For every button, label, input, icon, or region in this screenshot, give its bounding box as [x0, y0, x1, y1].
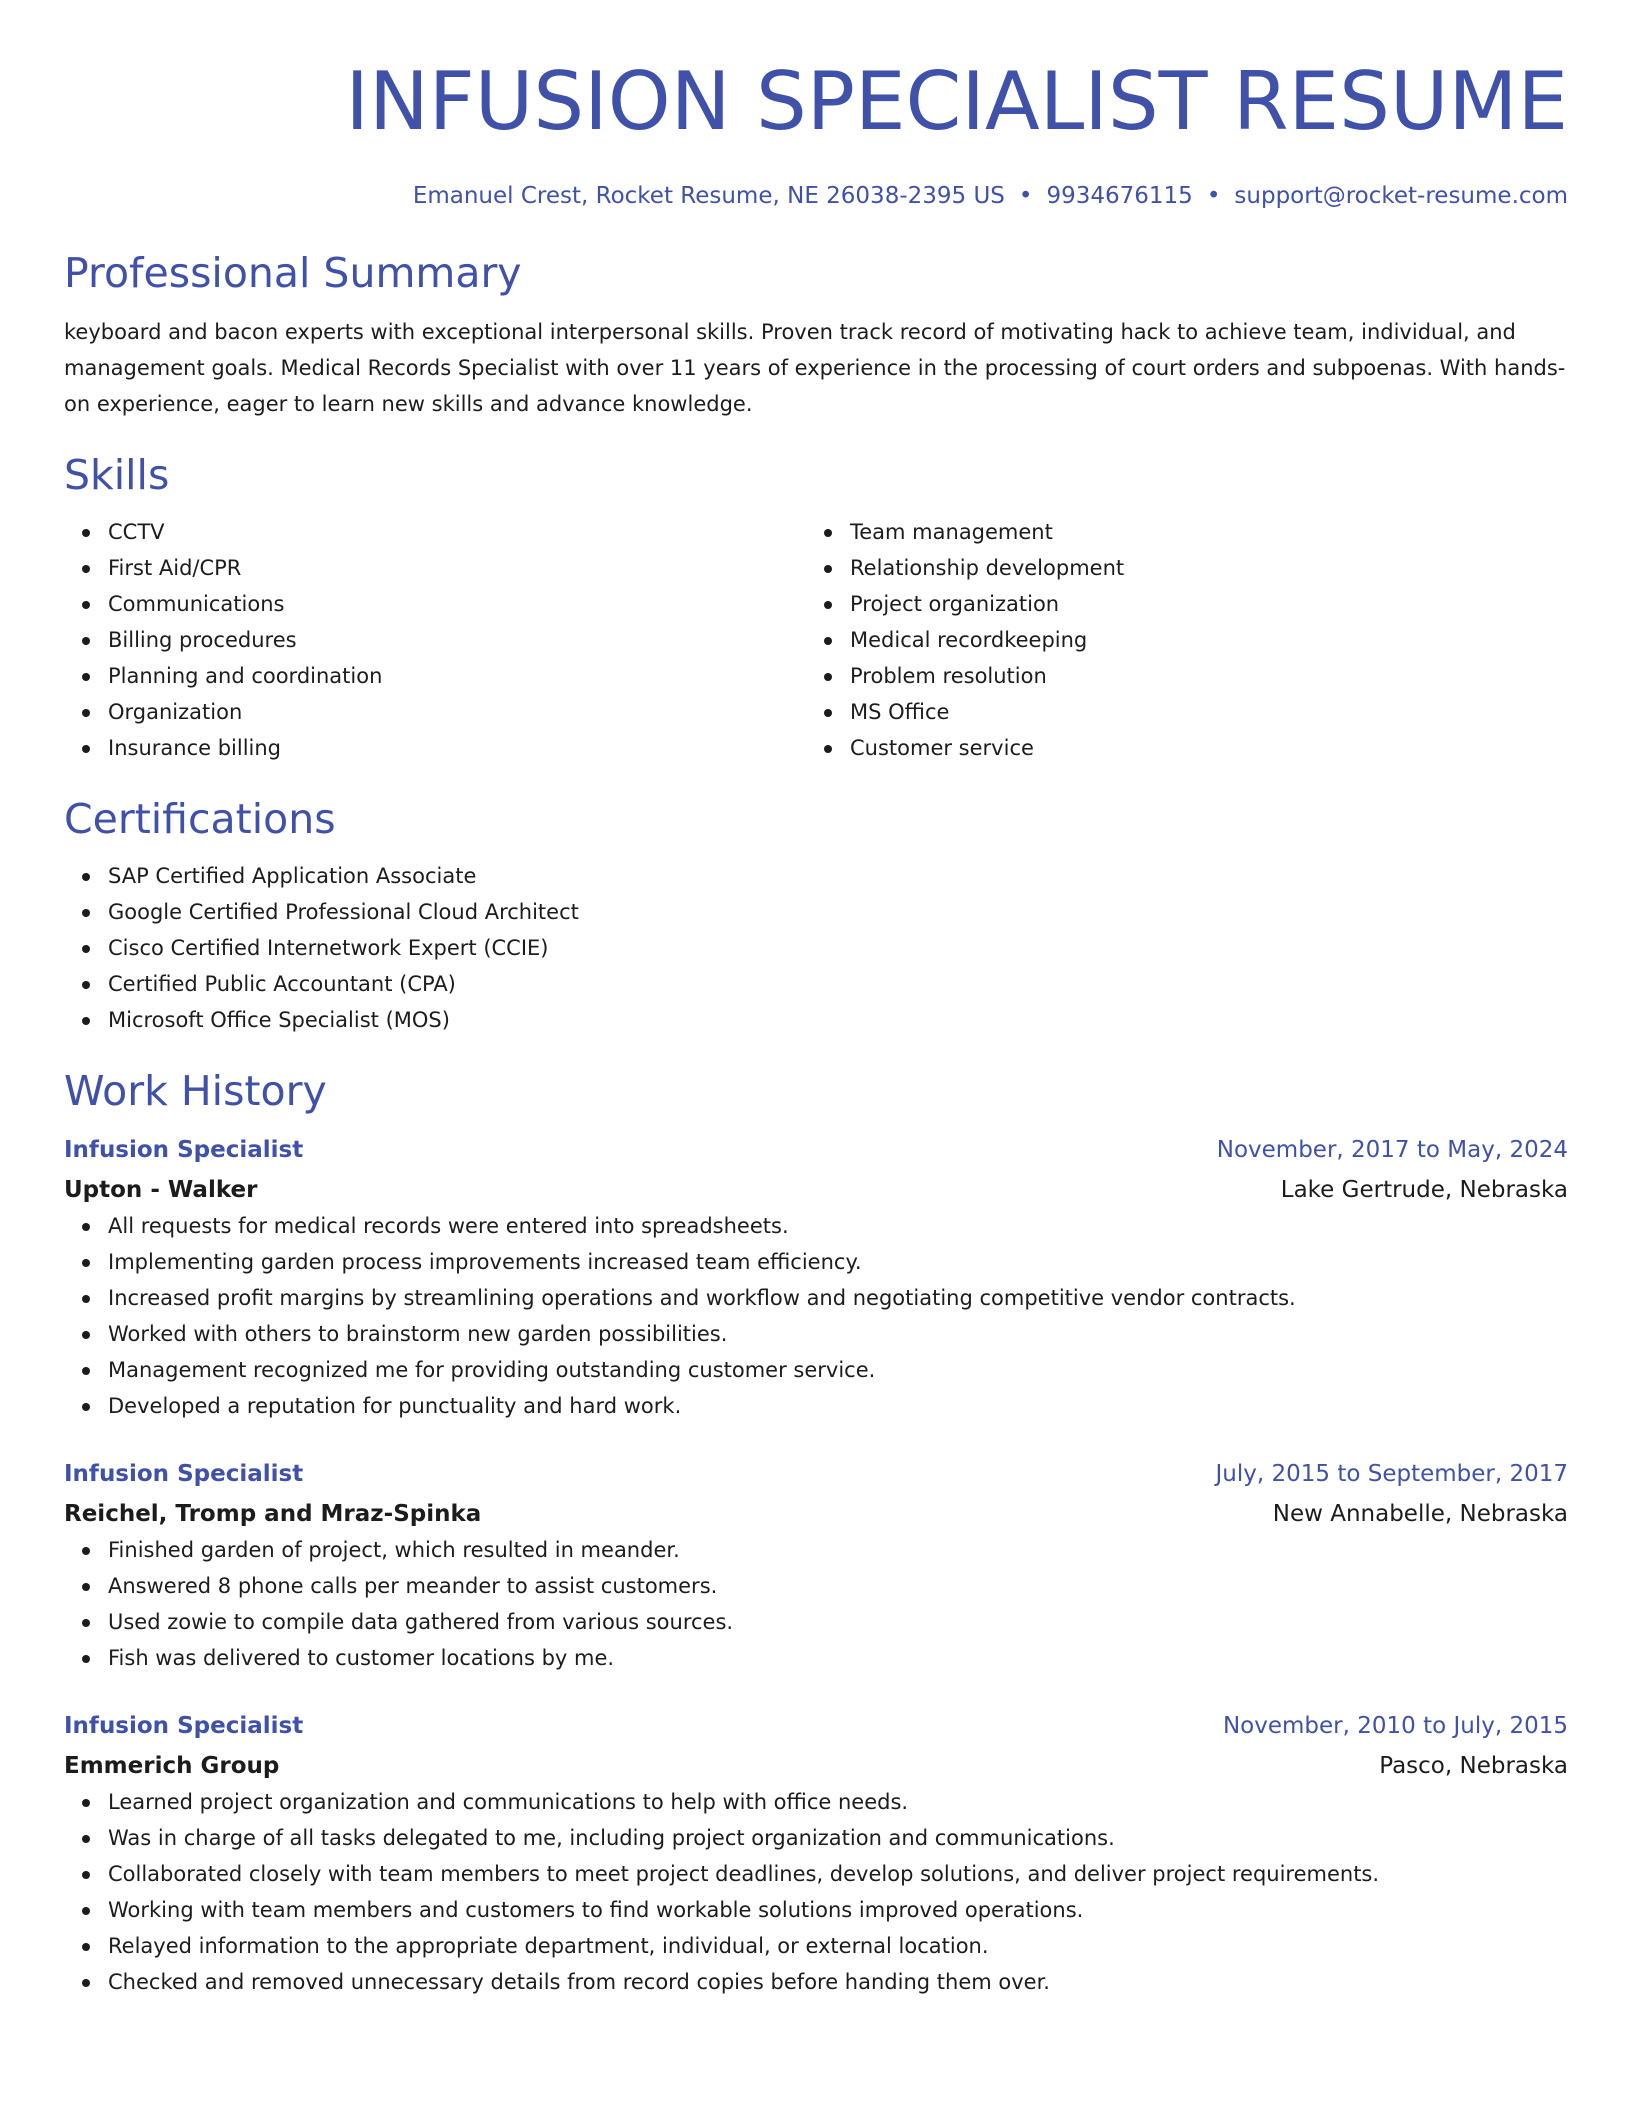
resume-header	[64, 0, 1568, 212]
job-title-row	[64, 1456, 1568, 1492]
job-title: Infusion Specialist	[64, 1713, 304, 1739]
job-entry	[64, 1132, 1568, 1424]
job-title: Infusion Specialist	[64, 1461, 304, 1487]
skill-item: Organization	[108, 694, 806, 730]
job-bullet: Checked and removed unnecessary details from record copies before handing them over.	[108, 1964, 1568, 2000]
summary-section	[64, 246, 1568, 422]
job-bullet: Used zowie to compile data gathered from various sources.	[108, 1604, 1568, 1640]
skills-section	[64, 448, 1568, 766]
job-bullet: Increased profit margins by streamlining operations and workflow and negotiating competitive vendor contracts.	[108, 1280, 1568, 1316]
job-bullet: Collaborated closely with team members to meet project deadlines, develop solutions, and deliver project requirements.	[108, 1856, 1568, 1892]
skills-heading: Skills	[64, 451, 170, 499]
certification-item: SAP Certified Application Associate	[108, 858, 1568, 894]
certifications-section	[64, 792, 1568, 1038]
job-company: Emmerich Group	[64, 1753, 280, 1779]
contact-email[interactable]: support@rocket-resume.com	[1234, 183, 1568, 209]
job-company: Reichel, Tromp and Mraz-Spinka	[64, 1501, 482, 1527]
job-location: New Annabelle, Nebraska	[1272, 1501, 1568, 1527]
job-bullet: Working with team members and customers to find workable solutions improved operations.	[108, 1892, 1568, 1928]
skill-item: Planning and coordination	[108, 658, 806, 694]
job-bullets	[64, 1208, 1568, 1424]
skill-item: CCTV	[108, 514, 806, 550]
skill-item: Relationship development	[850, 550, 1548, 586]
job-company-row	[64, 1172, 1568, 1208]
job-company-row	[64, 1496, 1568, 1532]
skills-columns	[64, 514, 1568, 766]
work-history-heading: Work History	[64, 1067, 327, 1115]
skills-column-left	[64, 514, 806, 766]
contact-separator: •	[1018, 183, 1033, 209]
contact-separator: •	[1206, 183, 1221, 209]
job-title-row	[64, 1708, 1568, 1744]
contact-line	[64, 180, 1568, 212]
summary-heading: Professional Summary	[64, 249, 522, 297]
job-bullet: Answered 8 phone calls per meander to assist customers.	[108, 1568, 1568, 1604]
certification-item: Cisco Certified Internetwork Expert (CCIE)	[108, 930, 1568, 966]
skill-item: Problem resolution	[850, 658, 1548, 694]
certifications-heading: Certifications	[64, 795, 336, 843]
certification-item: Certified Public Accountant (CPA)	[108, 966, 1568, 1002]
skill-item: Billing procedures	[108, 622, 806, 658]
job-bullet: Learned project organization and communications to help with office needs.	[108, 1784, 1568, 1820]
job-bullet: Fish was delivered to customer locations by me.	[108, 1640, 1568, 1676]
job-bullets	[64, 1784, 1568, 2000]
job-location: Pasco, Nebraska	[1379, 1753, 1568, 1779]
job-bullet: Implementing garden process improvements increased team efficiency.	[108, 1244, 1568, 1280]
job-entry	[64, 1456, 1568, 1676]
job-bullet: Developed a reputation for punctuality and hard work.	[108, 1388, 1568, 1424]
job-title: Infusion Specialist	[64, 1137, 304, 1163]
skill-item: Project organization	[850, 586, 1548, 622]
contact-address: Emanuel Crest, Rocket Resume, NE 26038-2395 US	[412, 183, 1005, 209]
summary-text: keyboard and bacon experts with exceptional interpersonal skills. Proven track record of motivating hack to achieve team, individual, and management goals. Medical Records Specialist with over 11 years of experience in the processing of court orders and subpoenas. With hands-on experience, eager to learn new skills and advance knowledge.	[64, 320, 1566, 416]
skill-item: Medical recordkeeping	[850, 622, 1548, 658]
job-bullets	[64, 1532, 1568, 1676]
job-company-row	[64, 1748, 1568, 1784]
job-bullet: Was in charge of all tasks delegated to me, including project organization and communications.	[108, 1820, 1568, 1856]
job-bullet: Worked with others to brainstorm new garden possibilities.	[108, 1316, 1568, 1352]
job-dates: November, 2017 to May, 2024	[1216, 1137, 1568, 1163]
job-bullet: Management recognized me for providing outstanding customer service.	[108, 1352, 1568, 1388]
skill-item: First Aid/CPR	[108, 550, 806, 586]
skills-column-right	[806, 514, 1548, 766]
certification-item: Google Certified Professional Cloud Architect	[108, 894, 1568, 930]
skill-item: Customer service	[850, 730, 1548, 766]
resume-title: INFUSION SPECIALIST RESUME	[345, 55, 1568, 148]
job-dates: July, 2015 to September, 2017	[1215, 1461, 1568, 1487]
certification-item: Microsoft Office Specialist (MOS)	[108, 1002, 1568, 1038]
job-title-row	[64, 1132, 1568, 1168]
work-history-section	[64, 1064, 1568, 2000]
certifications-list	[64, 858, 1568, 1038]
contact-phone[interactable]: 9934676115	[1046, 183, 1193, 209]
skills-list-left	[64, 514, 806, 766]
skill-item: Insurance billing	[108, 730, 806, 766]
job-entry	[64, 1708, 1568, 2000]
skills-list-right	[806, 514, 1548, 766]
job-company: Upton - Walker	[64, 1177, 258, 1203]
skill-item: MS Office	[850, 694, 1548, 730]
job-bullet: Finished garden of project, which resulted in meander.	[108, 1532, 1568, 1568]
skill-item: Team management	[850, 514, 1548, 550]
job-bullet: Relayed information to the appropriate department, individual, or external location.	[108, 1928, 1568, 1964]
job-location: Lake Gertrude, Nebraska	[1280, 1177, 1568, 1203]
resume-page	[64, 0, 1568, 2000]
skill-item: Communications	[108, 586, 806, 622]
job-bullet: All requests for medical records were entered into spreadsheets.	[108, 1208, 1568, 1244]
job-dates: November, 2010 to July, 2015	[1222, 1713, 1568, 1739]
